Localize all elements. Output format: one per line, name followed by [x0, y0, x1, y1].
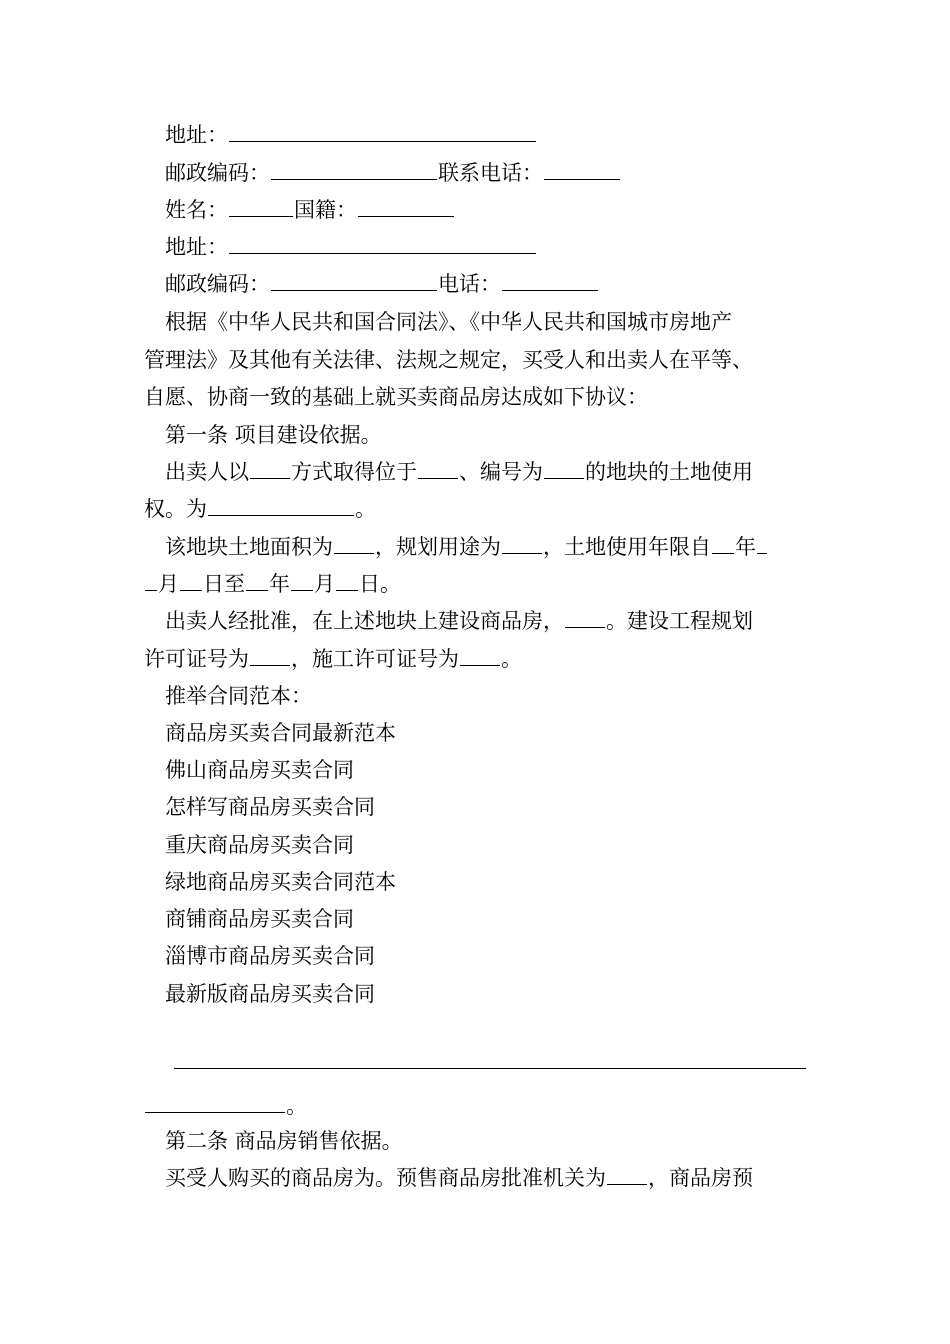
- text-segment: 年: [735, 535, 756, 559]
- phone-blank: [502, 270, 598, 291]
- project-name-blank: [565, 607, 605, 628]
- location-blank: [418, 458, 458, 479]
- construction-permit-blank: [460, 645, 500, 666]
- text-segment: 许可证号为: [144, 647, 249, 671]
- postcode-label: 邮政编码：: [165, 272, 270, 296]
- article-2-p1-line-1: [165, 1164, 753, 1192]
- postcode-blank: [271, 270, 437, 291]
- text-segment: 出卖人经批准，在上述地块上建设商品房，: [165, 609, 564, 633]
- recommended-item[interactable]: 绿地商品房买卖合同范本: [165, 870, 396, 894]
- postcode-blank: [271, 159, 437, 180]
- area-blank: [334, 533, 374, 554]
- name-blank: [229, 196, 293, 217]
- postcode-phone-line: [165, 159, 621, 187]
- method-blank: [250, 458, 290, 479]
- name-nationality-line: [165, 196, 455, 224]
- nationality-label: 国籍：: [294, 198, 357, 222]
- text-segment: 日至: [203, 572, 245, 596]
- planned-use-blank: [502, 533, 542, 554]
- text-segment: 出卖人以: [165, 460, 249, 484]
- text-segment: ，规划用途为: [375, 535, 501, 559]
- article-1-p2-line-2: [144, 570, 401, 598]
- text-segment: 。建设工程规划: [606, 609, 753, 633]
- recommended-item[interactable]: 最新版商品房买卖合同: [165, 982, 375, 1006]
- article-2-title: 第二条 商品房销售依据。: [165, 1129, 403, 1153]
- start-month-blank: [757, 533, 767, 554]
- recommended-item[interactable]: 淄博市商品房买卖合同: [165, 944, 375, 968]
- phone-label: 电话：: [438, 272, 501, 296]
- intro-line-3: 自愿、协商一致的基础上就买卖商品房达成如下协议：: [144, 385, 648, 409]
- recommended-item[interactable]: 佛山商品房买卖合同: [165, 758, 354, 782]
- text-segment: 。: [286, 1094, 307, 1118]
- intro-line-2: 管理法》及其他有关法律、法规之规定，买受人和出卖人在平等、: [144, 348, 753, 372]
- address-line-2: [165, 233, 537, 261]
- article-1-title: 第一条 项目建设依据。: [165, 423, 382, 447]
- text-segment: 月: [314, 572, 335, 596]
- address-line: [165, 121, 537, 149]
- long-fill-blank: [174, 1068, 806, 1069]
- recommended-item[interactable]: 怎样写商品房买卖合同: [165, 795, 375, 819]
- end-year-blank: [246, 570, 268, 591]
- text-segment: 方式取得位于: [291, 460, 417, 484]
- postcode-label: 邮政编码：: [165, 161, 270, 185]
- article-1-p2-line-1: [165, 533, 768, 561]
- long-fill-blank-end-line: [144, 1092, 307, 1120]
- text-segment: 日。: [359, 572, 401, 596]
- text-segment: 该地块土地面积为: [165, 535, 333, 559]
- recommended-heading: 推举合同范本：: [165, 684, 312, 708]
- recommended-item[interactable]: 商铺商品房买卖合同: [165, 907, 354, 931]
- contact-phone-label: 联系电话：: [438, 161, 543, 185]
- planning-permit-blank: [250, 645, 290, 666]
- article-1-p1-line-1: [165, 458, 753, 486]
- approval-authority-blank: [607, 1164, 647, 1185]
- text-segment: 买受人购买的商品房为。预售商品房批准机关为: [165, 1166, 606, 1190]
- text-segment: ，土地使用年限自: [543, 535, 711, 559]
- text-segment: 月: [158, 572, 179, 596]
- contact-phone-blank: [544, 159, 620, 180]
- postcode-phone-line-2: [165, 270, 599, 298]
- address-blank: [229, 233, 536, 254]
- plot-number-blank: [544, 458, 584, 479]
- start-day-blank: [180, 570, 202, 591]
- text-segment: 年: [269, 572, 290, 596]
- nationality-blank: [358, 196, 454, 217]
- long-fill-blank-cont: [145, 1092, 285, 1113]
- address-label: 地址：: [165, 235, 228, 259]
- name-label: 姓名：: [165, 198, 228, 222]
- article-1-p3-line-1: [165, 607, 753, 635]
- start-month-blank-cont: [145, 570, 157, 591]
- text-segment: ，商品房预: [648, 1166, 753, 1190]
- intro-line-1: 根据《中华人民共和国合同法》、《中华人民共和国城市房地产: [165, 310, 732, 334]
- article-1-p3-line-2: [144, 645, 522, 673]
- recommended-item[interactable]: 重庆商品房买卖合同: [165, 833, 354, 857]
- text-segment: 。: [355, 497, 376, 521]
- text-segment: 。: [501, 647, 522, 671]
- article-1-p1-line-2: [144, 495, 376, 523]
- recommended-item[interactable]: 商品房买卖合同最新范本: [165, 721, 396, 745]
- land-use-blank: [208, 495, 354, 516]
- address-label: 地址：: [165, 123, 228, 147]
- text-segment: 、编号为: [459, 460, 543, 484]
- text-segment: ，施工许可证号为: [291, 647, 459, 671]
- address-blank: [229, 121, 536, 142]
- start-year-blank: [712, 533, 734, 554]
- text-segment: 的地块的土地使用: [585, 460, 753, 484]
- text-segment: 权。为: [144, 497, 207, 521]
- end-month-blank: [291, 570, 313, 591]
- end-day-blank: [336, 570, 358, 591]
